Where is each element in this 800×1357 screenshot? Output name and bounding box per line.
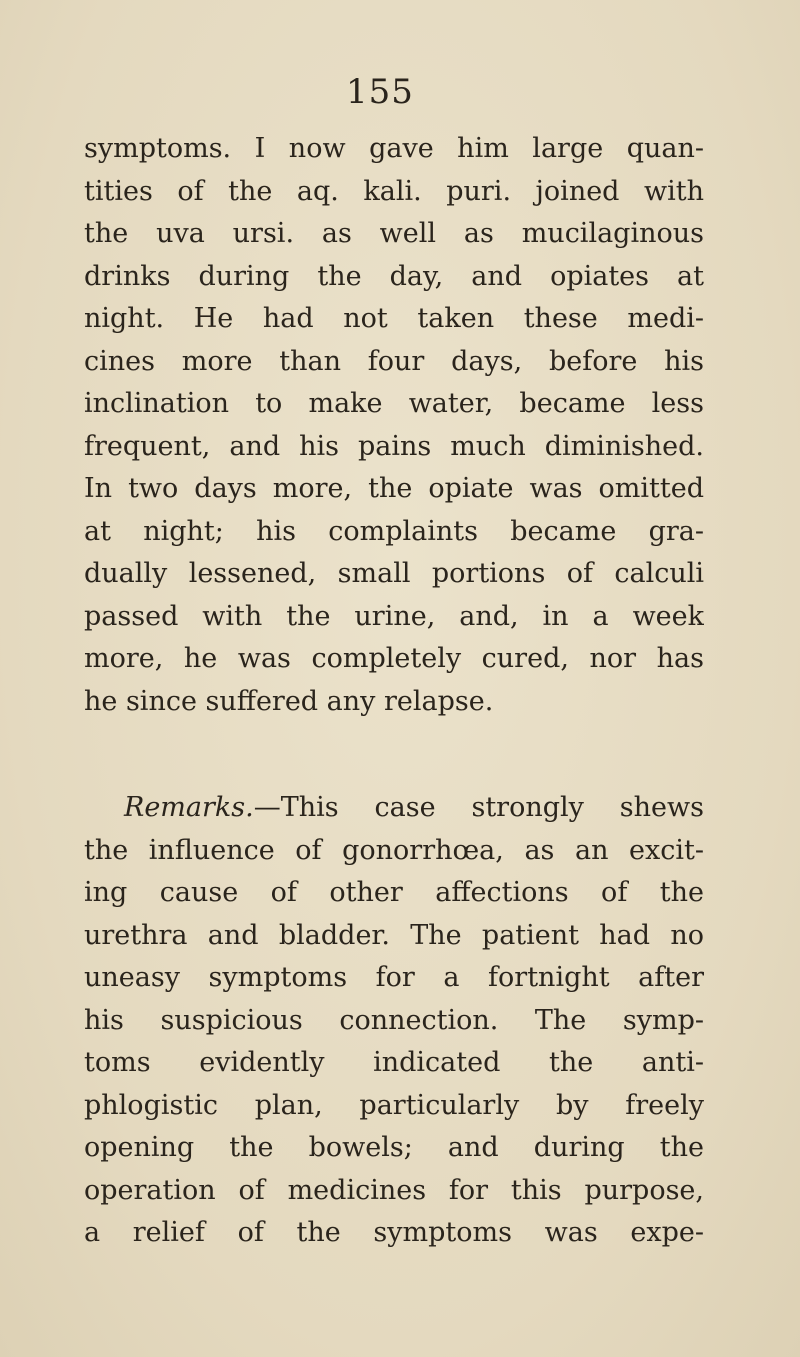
text-line: uneasy symptoms for a fortnight after (84, 962, 704, 993)
text-line: toms evidently indicated the anti- (84, 1047, 704, 1078)
text-line: cines more than four days, before his (84, 345, 704, 377)
remarks-heading: Remarks. (124, 792, 254, 823)
text-line: dually lessened, small portions of calculi (84, 558, 704, 589)
text-line: tities of the aq. kali. puri. joined with (84, 175, 704, 207)
text-line: symptoms. I now gave him large quan- (84, 133, 704, 164)
text-line: the influence of gonorrhœa, as an excit- (84, 834, 704, 866)
text-line: the uva ursi. as well as mucilaginous (84, 218, 704, 249)
text-line: operation of medicines for this purpose, (84, 1174, 704, 1206)
text-line: inclination to make water, became less (84, 388, 704, 419)
body-text (84, 128, 704, 1255)
page-number: 155 (346, 72, 414, 112)
text-line: he since suffered any relapse. (84, 685, 494, 717)
text-line: night. He had not taken these medi- (84, 303, 704, 334)
text-line: drinks during the day, and opiates at (84, 260, 704, 292)
text-line: his suspicious connection. The symp- (84, 1004, 704, 1036)
paragraph-case-narrative (84, 128, 704, 723)
remarks-first-line-text: —This case strongly shews (253, 792, 704, 823)
paragraph-remarks (84, 787, 704, 1255)
text-line: more, he was completely cured, nor has (84, 643, 704, 674)
text-line: a relief of the symptoms was expe- (84, 1217, 704, 1248)
text-line: ing cause of other affections of the (84, 877, 704, 908)
text-line: at night; his complaints became gra- (84, 515, 704, 547)
text-line: phlogistic plan, particularly by freely (84, 1089, 704, 1121)
remarks-first-line (84, 787, 704, 830)
text-line: frequent, and his pains much diminished. (84, 430, 704, 462)
paragraph-gap (84, 723, 704, 787)
text-line: urethra and bladder. The patient had no (84, 919, 704, 951)
text-line: In two days more, the opiate was omitted (84, 473, 704, 504)
text-line: passed with the urine, and, in a week (84, 600, 704, 632)
text-line: opening the bowels; and during the (84, 1132, 704, 1163)
